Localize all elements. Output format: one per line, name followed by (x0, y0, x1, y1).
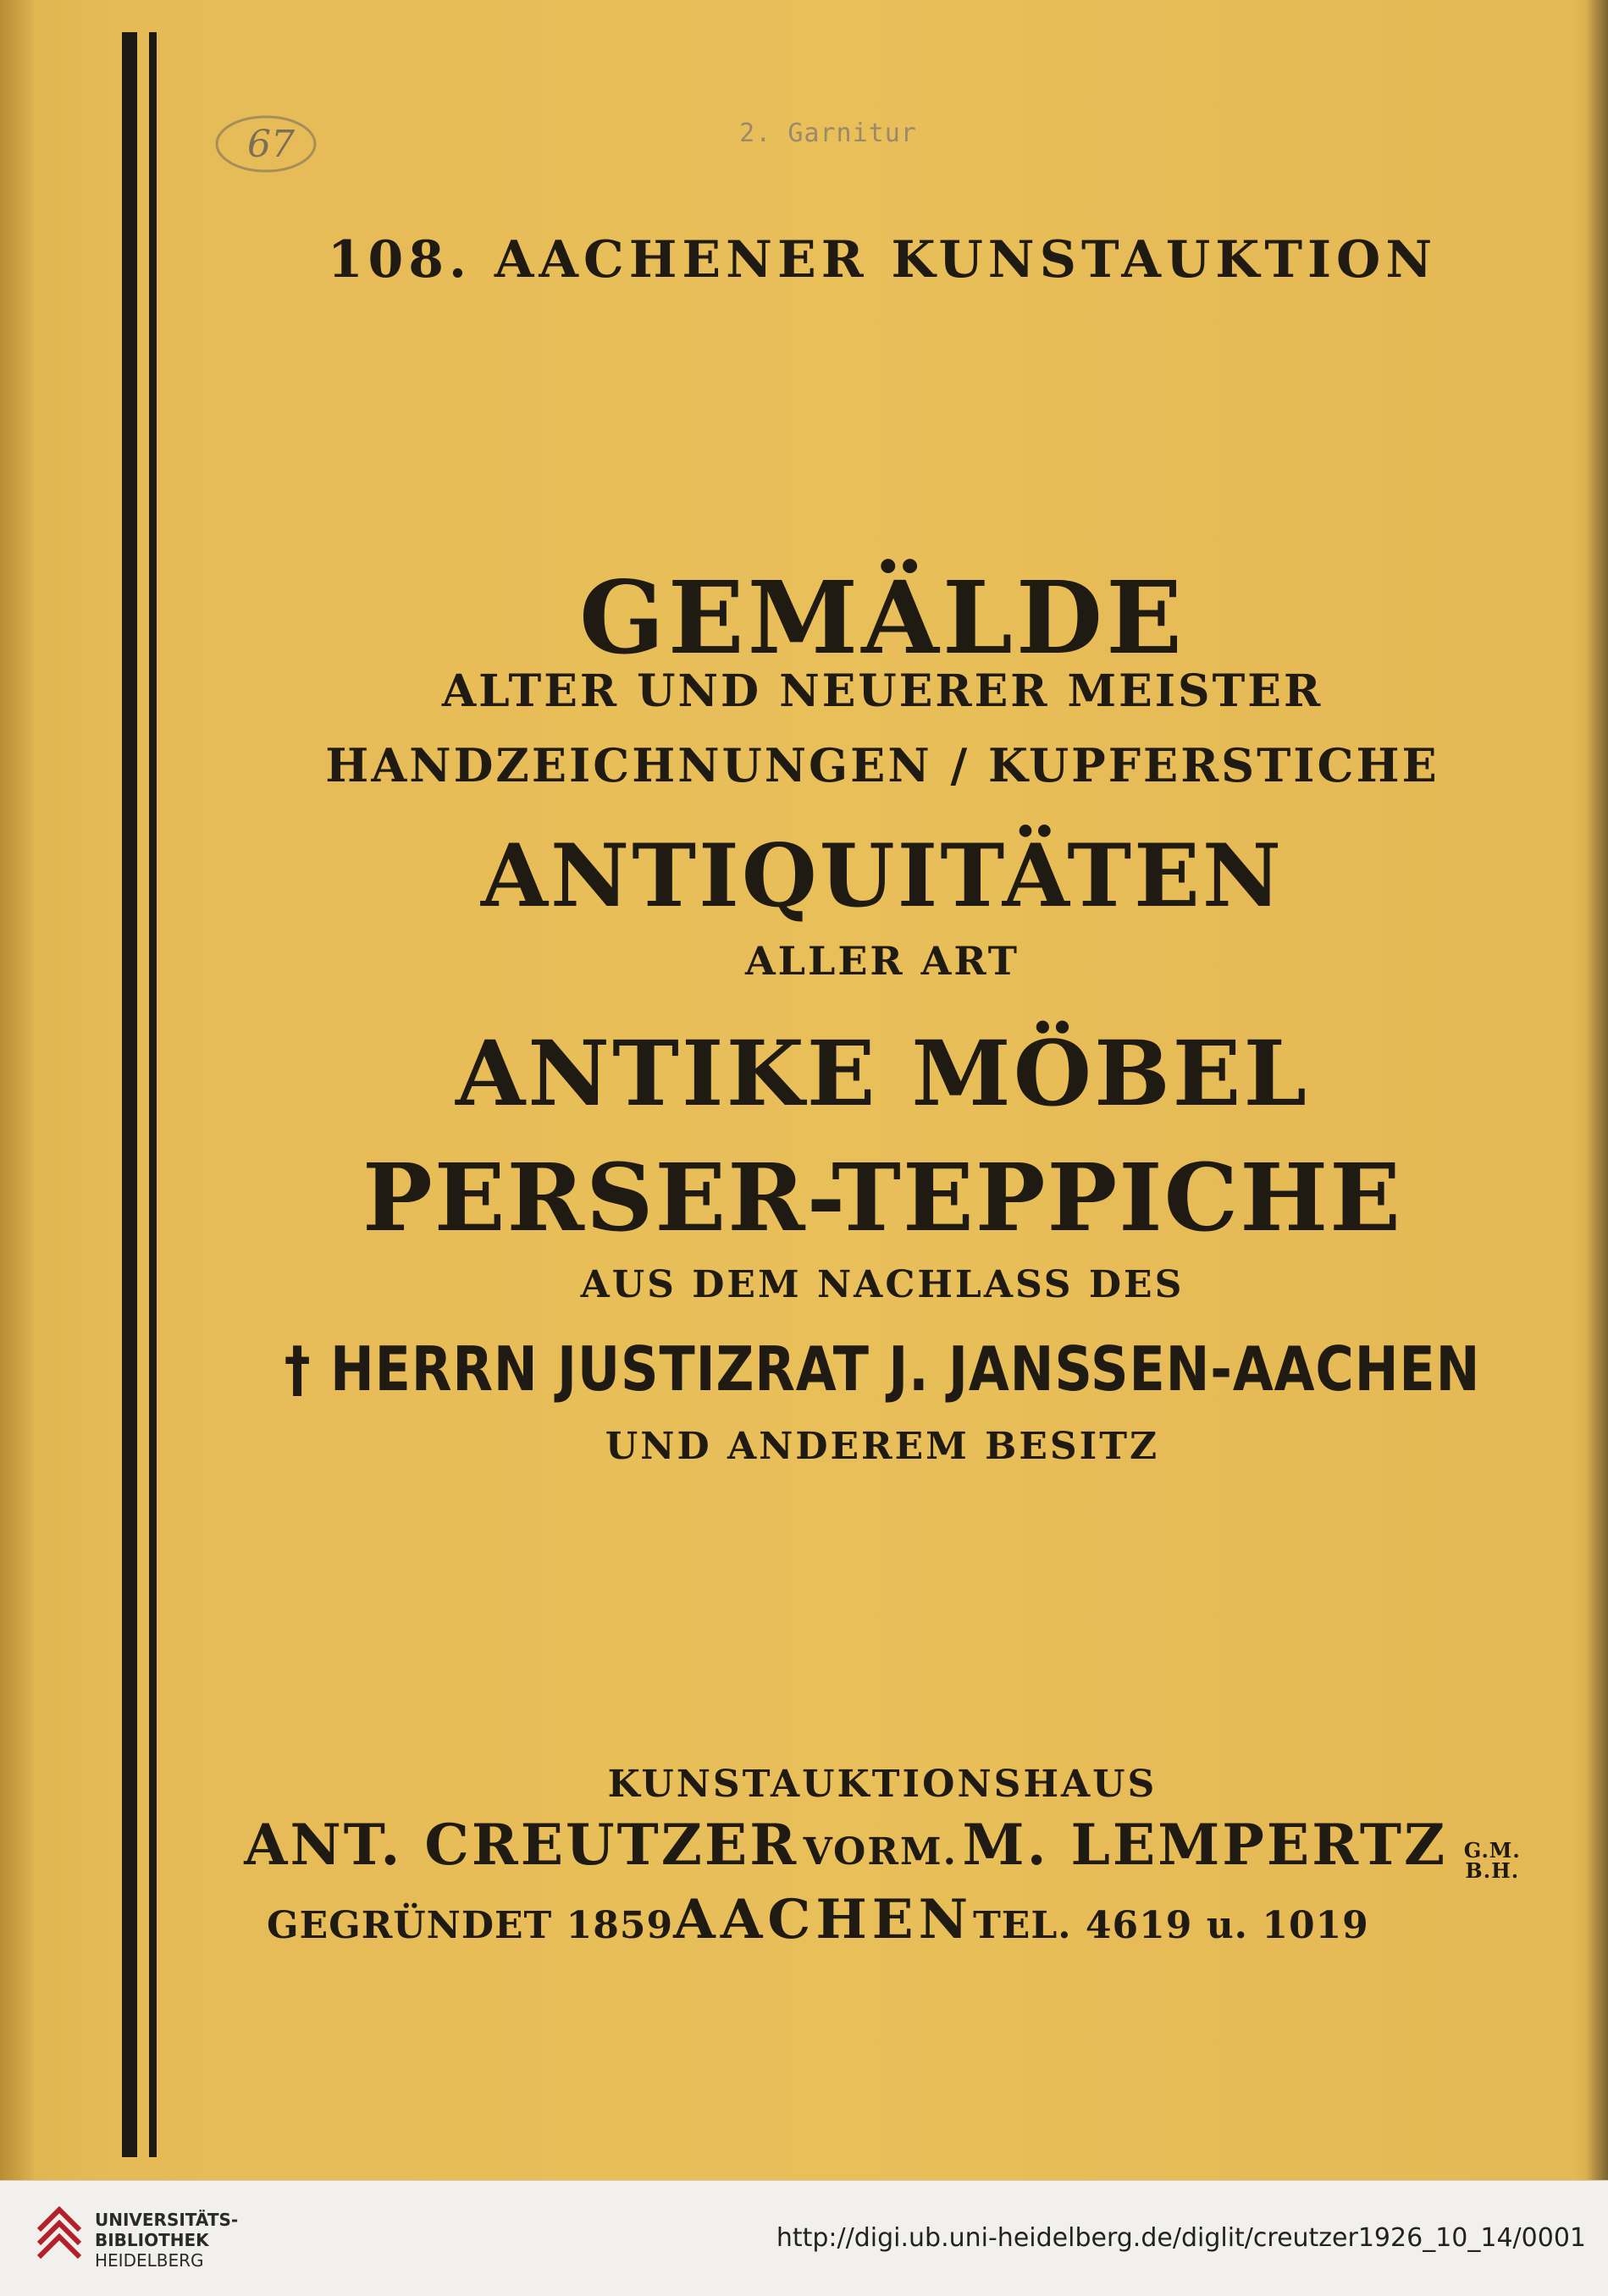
permalink-url[interactable]: http://digi.ub.uni-heidelberg.de/diglit/creutzer1926_10_14/0001 (776, 2223, 1586, 2253)
subheading-meister: ALTER UND NEUERER MEISTER (441, 665, 1323, 717)
firm-previous: M. LEMPERTZ (962, 1812, 1448, 1878)
firm-gmbh-suffix: G.M. B.H. (1463, 1837, 1521, 1883)
heading-antiquitaeten: ANTIQUITÄTEN (480, 825, 1285, 927)
library-name: UNIVERSITÄTS- BIBLIOTHEK HEIDELBERG (95, 2210, 239, 2271)
digitization-footer (0, 2180, 1608, 2296)
heading-antike-moebel: ANTIKE MÖBEL (455, 1020, 1309, 1126)
founded-year: GEGRÜNDET 1859 (267, 1904, 674, 1947)
subheading-handzeichnungen: HANDZEICHNUNGEN / KUPFERSTICHE (325, 738, 1439, 792)
city: AACHEN (673, 1888, 974, 1951)
subheading-anderem-besitz: UND ANDEREM BESITZ (605, 1425, 1160, 1468)
auction-house-label: KUNSTAUKTIONSHAUS (607, 1763, 1158, 1806)
heading-gemaelde: GEMÄLDE (578, 559, 1186, 676)
firm-vorm: VORM. (803, 1830, 958, 1874)
firm-name-row (157, 1812, 1608, 1881)
library-logo-icon (36, 2206, 83, 2259)
stamp-garnitur: 2. Garnitur (739, 119, 917, 148)
subheading-nachlass: AUS DEM NACHLASS DES (580, 1263, 1185, 1306)
firm-details-row (267, 1888, 1369, 1951)
firm-main: ANT. CREUTZER (244, 1812, 799, 1878)
subheading-aller-art: ALLER ART (744, 938, 1020, 984)
auction-number-title: 108. AACHENER KUNSTAUKTION (327, 230, 1438, 290)
pencil-annotation (213, 110, 323, 178)
border-rule-thin (149, 32, 157, 2157)
heading-perser-teppiche: PERSER-TEPPICHE (362, 1143, 1403, 1252)
estate-name: † HERRN JUSTIZRAT J. JANSSEN-AACHEN (284, 1333, 1481, 1405)
svg-text:67: 67 (247, 123, 295, 166)
spine-shadow (0, 0, 34, 2180)
phone-numbers: TEL. 4619 u. 1019 (973, 1904, 1369, 1947)
border-rule-thick (122, 32, 137, 2157)
